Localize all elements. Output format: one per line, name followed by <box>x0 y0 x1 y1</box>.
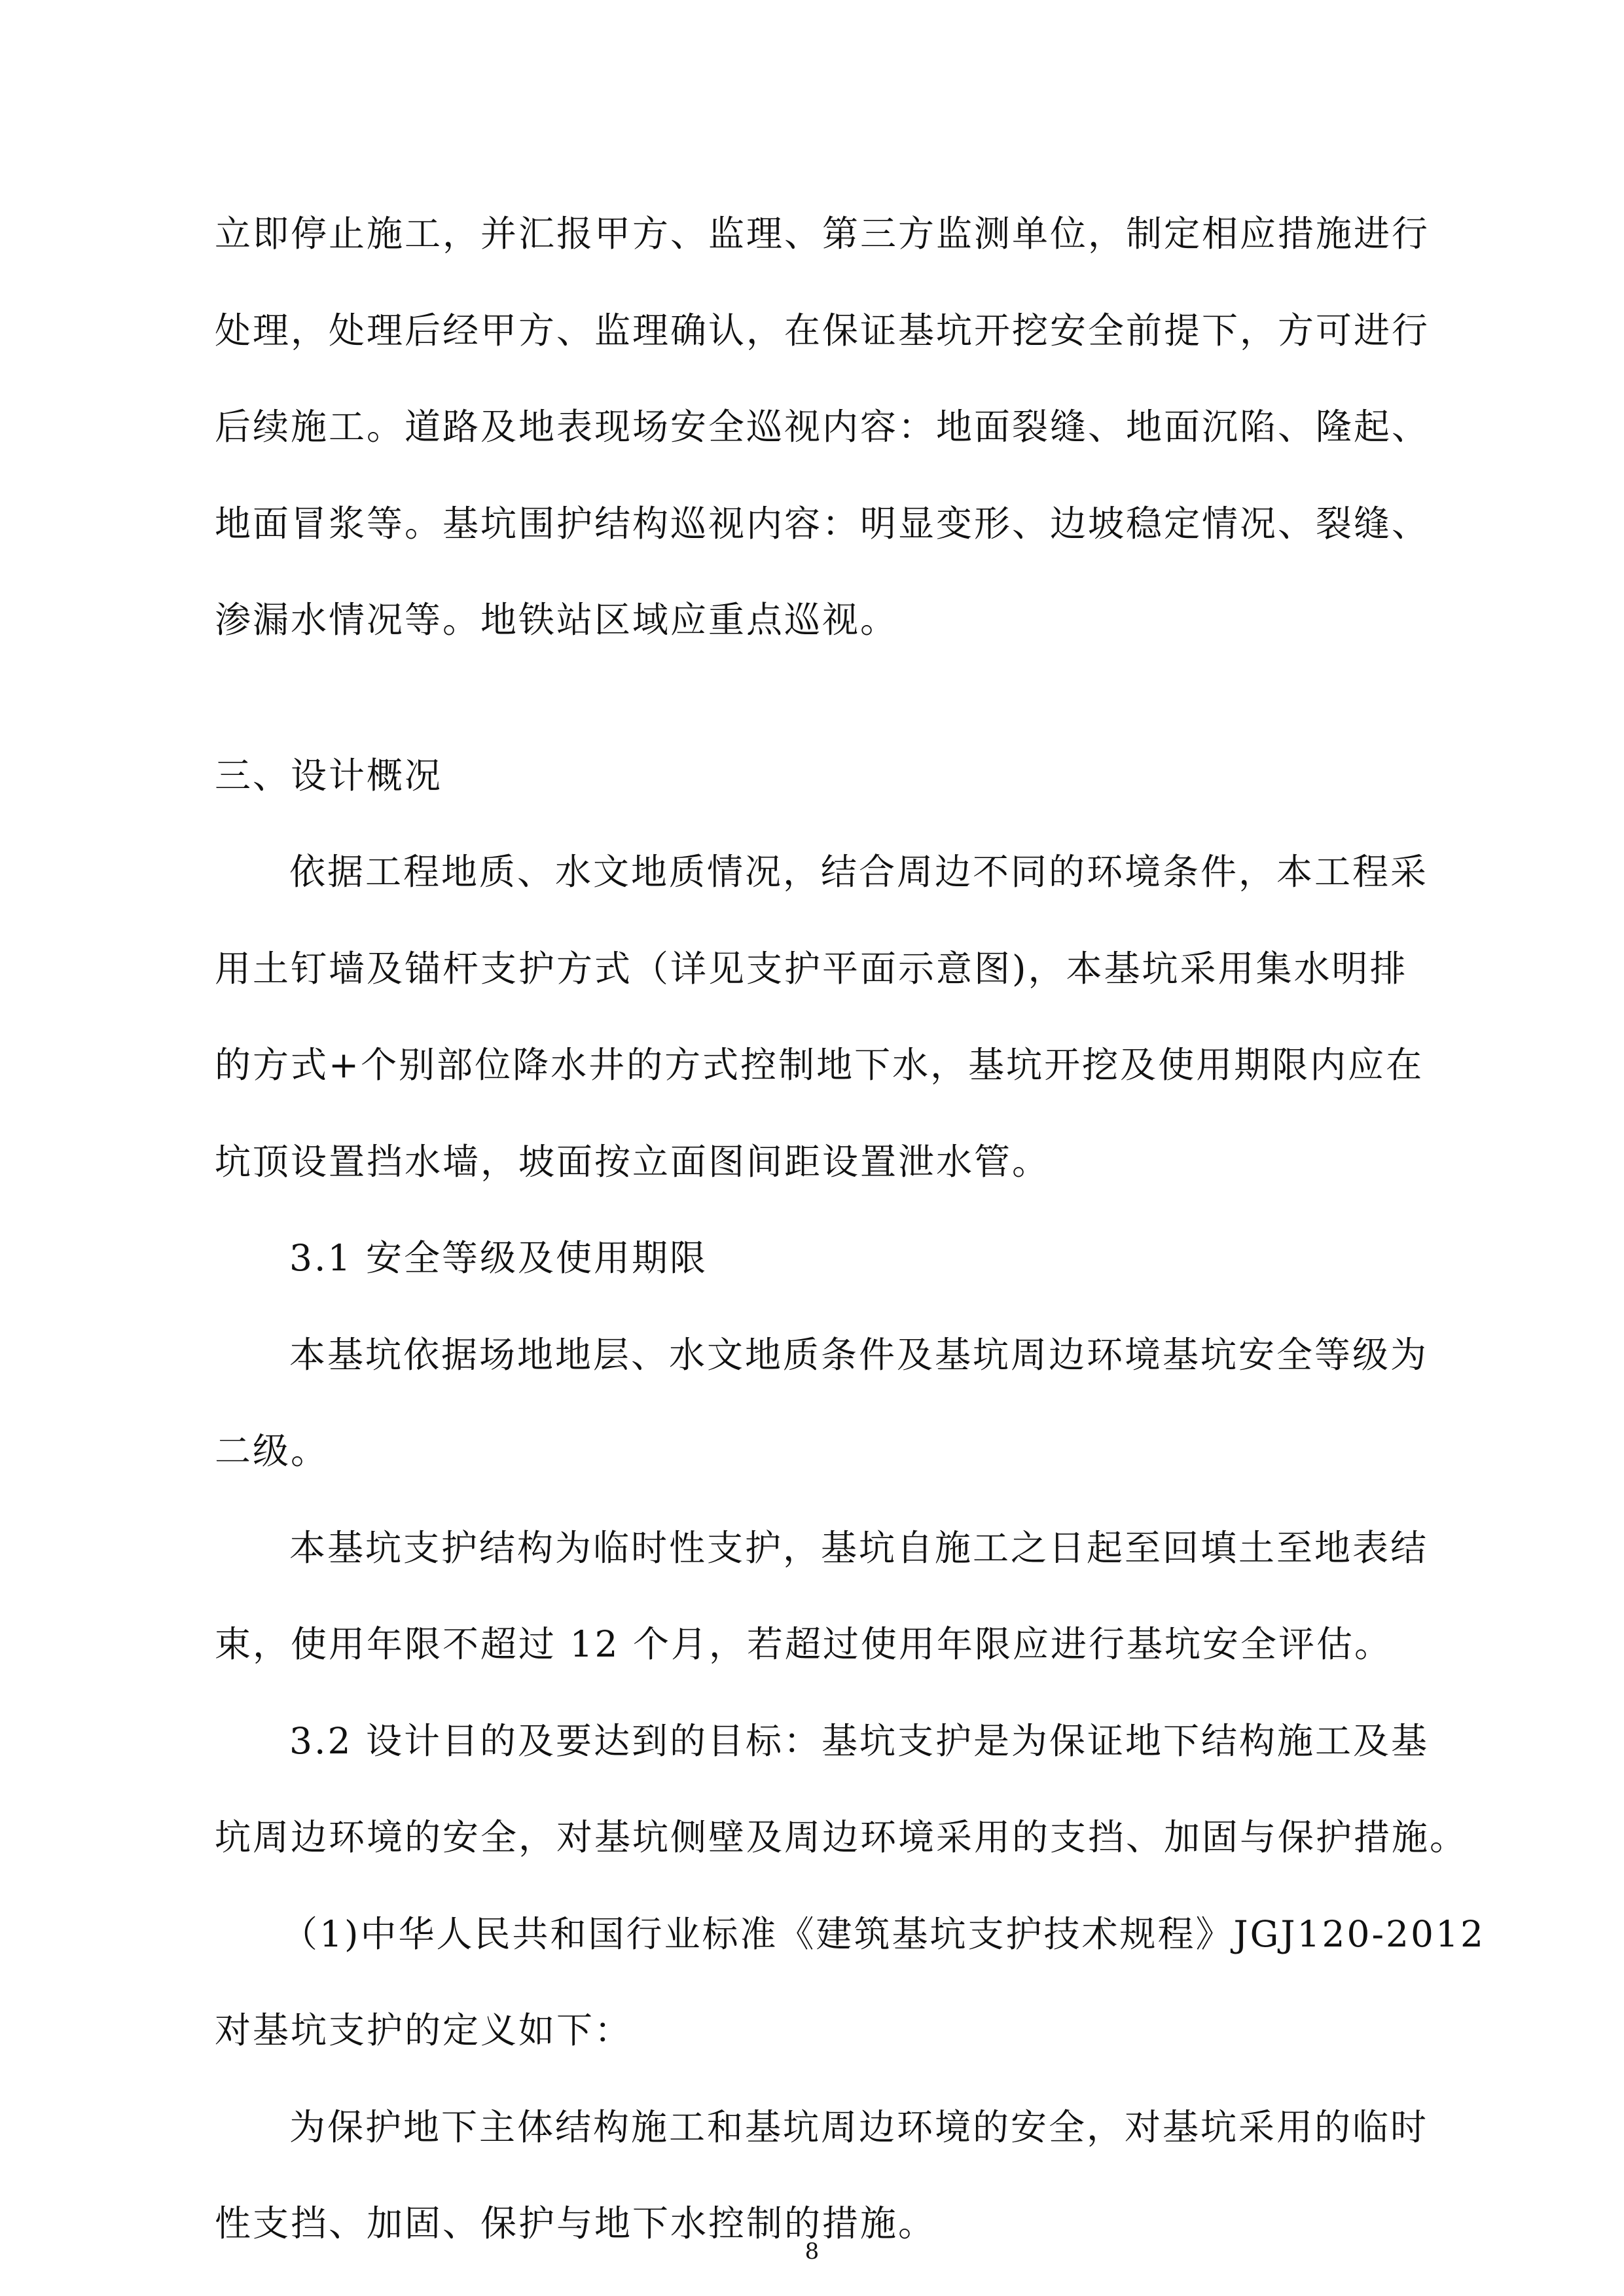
body-text-line: 坑顶设置挡水墙，坡面按立面图间距设置泄水管。 <box>215 1141 1051 1183</box>
body-text-line: 为保护地下主体结构施工和基坑周边环境的安全，对基坑采用的临时 <box>289 2106 1429 2148</box>
body-text-line: 的方式+个别部位降水井的方式控制地下水，基坑开挖及使用期限内应在 <box>215 1044 1424 1086</box>
subsection-heading: 3.1 安全等级及使用期限 <box>289 1237 708 1279</box>
body-text-line: 用土钉墙及锚杆支护方式（详见支护平面示意图)，本基坑采用集水明排 <box>215 948 1408 990</box>
body-text-line: 本基坑支护结构为临时性支护，基坑自施工之日起至回填土至地表结 <box>289 1527 1429 1569</box>
body-text-line: （1)中华人民共和国行业标准《建筑基坑支护技术规程》JGJ120-2012 <box>281 1913 1486 1955</box>
body-text-line: 对基坑支护的定义如下： <box>215 2009 633 2051</box>
body-text-line: 依据工程地质、水文地质情况，结合周边不同的环境条件，本工程采 <box>289 851 1429 893</box>
page-number: 8 <box>804 2238 820 2265</box>
body-text-line: 处理，处理后经甲方、监理确认，在保证基坑开挖安全前提下，方可进行 <box>215 310 1430 351</box>
section-heading: 三、设计概况 <box>215 755 443 797</box>
body-text-line: 二级。 <box>215 1430 329 1472</box>
body-text-line: 后续施工。道路及地表现场安全巡视内容：地面裂缝、地面沉陷、隆起、 <box>215 406 1430 448</box>
body-text-line: 地面冒浆等。基坑围护结构巡视内容：明显变形、边坡稳定情况、裂缝、 <box>215 503 1430 545</box>
body-text-line: 渗漏水情况等。地铁站区域应重点巡视。 <box>215 599 899 641</box>
body-text-line: 立即停止施工，并汇报甲方、监理、第三方监测单位，制定相应措施进行 <box>215 213 1430 255</box>
body-text-line: 束，使用年限不超过 12 个月，若超过使用年限应进行基坑安全评估。 <box>215 1623 1392 1665</box>
body-text-line: 3.2 设计目的及要达到的目标：基坑支护是为保证地下结构施工及基 <box>289 1720 1429 1762</box>
body-text-line: 本基坑依据场地地层、水文地质条件及基坑周边环境基坑安全等级为 <box>289 1334 1429 1376</box>
body-text-line: 坑周边环境的安全，对基坑侧壁及周边环境采用的支挡、加固与保护措施。 <box>215 1816 1468 1858</box>
body-text-line: 性支挡、加固、保护与地下水控制的措施。 <box>215 2202 937 2244</box>
